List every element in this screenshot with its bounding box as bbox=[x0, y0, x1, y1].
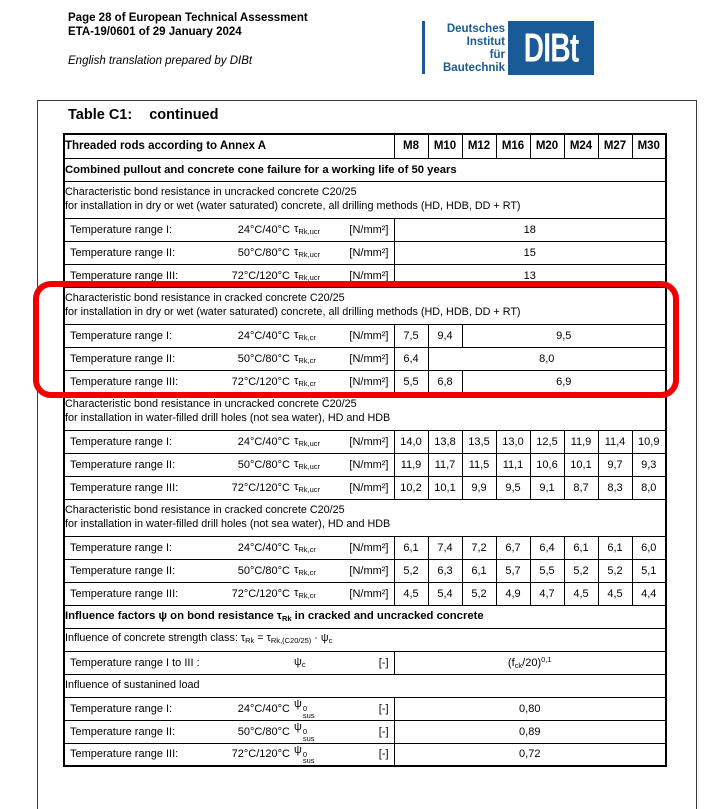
value-cell: 0,89 bbox=[394, 720, 666, 743]
section-combined-pullout bbox=[64, 158, 666, 181]
value-cell: 9,5 bbox=[496, 476, 530, 499]
desc-cracked-waterfilled bbox=[64, 499, 666, 536]
row-psi-sus-temp-1 bbox=[64, 697, 666, 720]
row-unit: [N/mm²] bbox=[349, 564, 389, 577]
row-psi-sus-temp-3 bbox=[64, 743, 666, 766]
row-cr-wet-temp-2-label bbox=[64, 559, 394, 582]
value-cell: 6,1 bbox=[598, 536, 632, 559]
desc-concrete-strength-cell: Influence of concrete strength class: $\tau_{Rk} = \tau_{Rk,(C20/25)} \cdot \psi_c$ bbox=[64, 628, 666, 651]
desc-line: Characteristic bond resistance in uncracked concrete C20/25 bbox=[65, 186, 357, 198]
row-temp-range: 50°C/80°C bbox=[237, 246, 290, 259]
value-cell: 10,1 bbox=[428, 476, 462, 499]
value-cell: 5,1 bbox=[632, 559, 666, 582]
value-cell: 8,7 bbox=[564, 476, 598, 499]
row-unit: [N/mm²] bbox=[349, 481, 389, 494]
value-cell: 6,1 bbox=[564, 536, 598, 559]
value-cell: 5,2 bbox=[462, 582, 496, 605]
row-cr-dry-temp-2-label bbox=[64, 347, 394, 370]
row-cr-wet-temp-1 bbox=[64, 536, 666, 559]
value-cell: 9,3 bbox=[632, 453, 666, 476]
row-unit: [-] bbox=[378, 725, 389, 738]
row-label: Temperature range II: bbox=[70, 458, 176, 471]
row-label: Temperature range II: bbox=[70, 725, 176, 738]
row-psi-sus-temp-3-label bbox=[64, 743, 394, 766]
row-ucr-wet-temp-2-label bbox=[64, 453, 394, 476]
row-symbol: $\tau_{Rk,cr}$ bbox=[294, 329, 316, 342]
value-cell: 6,1 bbox=[394, 536, 428, 559]
value-cell: 9,9 bbox=[462, 476, 496, 499]
value-cell: 11,4 bbox=[598, 430, 632, 453]
row-temp-range: 72°C/120°C bbox=[231, 481, 290, 494]
desc-line: for installation in dry or wet (water saturated) concrete, all drilling methods (HD, HDB, DD + RT) bbox=[65, 199, 521, 212]
section-influence-factors bbox=[64, 605, 666, 628]
row-unit: [N/mm²] bbox=[349, 223, 389, 236]
col-header-M30: M30 bbox=[632, 134, 666, 158]
col-header-M20: M20 bbox=[530, 134, 564, 158]
row-label: Temperature range I to III : bbox=[70, 656, 200, 669]
logo-institute-line-3: für bbox=[489, 49, 505, 61]
row-symbol: $\tau_{Rk,ucr}$ bbox=[294, 481, 321, 494]
value-cell: 8,3 bbox=[598, 476, 632, 499]
value-cell: 11,9 bbox=[564, 430, 598, 453]
section-influence-factors-cell: Influence factors ψ on bond resistance $\tau_{Rk}$ in cracked and uncracked concrete bbox=[64, 605, 666, 628]
desc-uncracked-waterfilled bbox=[64, 393, 666, 430]
row-label: Temperature range III: bbox=[70, 269, 179, 282]
row-ucr-wet-temp-2 bbox=[64, 453, 666, 476]
section-combined-pullout-cell: Combined pullout and concrete cone failure for a working life of 50 years bbox=[64, 158, 666, 181]
col-header-M8: M8 bbox=[394, 134, 428, 158]
table-title-suffix: continued bbox=[149, 107, 219, 123]
row-cr-wet-temp-3-label bbox=[64, 582, 394, 605]
value-cell: 4,5 bbox=[394, 582, 428, 605]
row-symbol: $\tau_{Rk,ucr}$ bbox=[294, 435, 321, 448]
table-body bbox=[64, 134, 666, 766]
row-symbol: ψ 0 sus bbox=[294, 743, 315, 766]
row-psi-sus-temp-2 bbox=[64, 720, 666, 743]
desc-cracked-dry-wet bbox=[64, 287, 666, 324]
row-symbol: $\psi_c$ bbox=[294, 656, 306, 669]
row-symbol: $\tau_{Rk,ucr}$ bbox=[294, 246, 321, 259]
value-cell: 10,9 bbox=[632, 430, 666, 453]
row-symbol: $\tau_{Rk,cr}$ bbox=[294, 375, 316, 388]
row-temp-range: 72°C/120°C bbox=[231, 375, 290, 388]
row-unit: [N/mm²] bbox=[349, 587, 389, 600]
row-temp-range: 72°C/120°C bbox=[231, 269, 290, 282]
row-cr-dry-temp-2 bbox=[64, 347, 666, 370]
desc-sustained-load bbox=[64, 674, 666, 697]
row-temp-range: 50°C/80°C bbox=[237, 352, 290, 365]
row-temp-range: 24°C/40°C bbox=[237, 223, 290, 236]
desc-uncracked-dry-wet-cell bbox=[64, 181, 666, 218]
row-cr-wet-temp-2 bbox=[64, 559, 666, 582]
value-cell: 6,4 bbox=[530, 536, 564, 559]
value-cell: 5,7 bbox=[496, 559, 530, 582]
value-cell: 7,4 bbox=[428, 536, 462, 559]
value-cell: 13,0 bbox=[496, 430, 530, 453]
row-ucr-dry-temp-1 bbox=[64, 218, 666, 241]
value-cell: 10,6 bbox=[530, 453, 564, 476]
value-cell: 0,72 bbox=[394, 743, 666, 766]
row-ucr-wet-temp-3 bbox=[64, 476, 666, 499]
row-cr-dry-temp-1 bbox=[64, 324, 666, 347]
page-header-line1: Page 28 of European Technical Assessment bbox=[68, 12, 308, 24]
row-label: Temperature range I: bbox=[70, 541, 173, 554]
value-cell: 6,9 bbox=[462, 370, 666, 393]
desc-line: for installation in water-filled drill holes (not sea water), HD and HDB bbox=[65, 411, 391, 424]
row-unit: [N/mm²] bbox=[349, 269, 389, 282]
value-cell: 4,7 bbox=[530, 582, 564, 605]
value-cell: 4,9 bbox=[496, 582, 530, 605]
row-label: Temperature range II: bbox=[70, 352, 176, 365]
row-label: Temperature range II: bbox=[70, 564, 176, 577]
row-psi-c-label bbox=[64, 651, 394, 674]
value-cell: 9,4 bbox=[428, 324, 462, 347]
value-cell: 4,4 bbox=[632, 582, 666, 605]
page-header bbox=[68, 11, 308, 39]
row-ucr-dry-temp-2-label bbox=[64, 241, 394, 264]
row-ucr-dry-temp-3 bbox=[64, 264, 666, 287]
row-label: Temperature range I: bbox=[70, 329, 173, 342]
row-psi-sus-temp-2-label bbox=[64, 720, 394, 743]
row-symbol: $\tau_{Rk,cr}$ bbox=[294, 541, 316, 554]
value-cell: 15 bbox=[394, 241, 666, 264]
row-label: Temperature range III: bbox=[70, 375, 179, 388]
row-ucr-dry-temp-3-label bbox=[64, 264, 394, 287]
table-c1 bbox=[63, 133, 667, 767]
value-cell: 8,0 bbox=[632, 476, 666, 499]
value-cell: 11,1 bbox=[496, 453, 530, 476]
row-symbol: $\tau_{Rk,ucr}$ bbox=[294, 269, 321, 282]
col-header-M27: M27 bbox=[598, 134, 632, 158]
value-cell: 5,5 bbox=[394, 370, 428, 393]
value-cell: 5,4 bbox=[428, 582, 462, 605]
row-symbol: $\tau_{Rk,cr}$ bbox=[294, 564, 316, 577]
value-cell: 6,3 bbox=[428, 559, 462, 582]
row-label: Temperature range III: bbox=[70, 481, 179, 494]
row-unit: [-] bbox=[378, 748, 389, 761]
col-header-M24: M24 bbox=[564, 134, 598, 158]
row-unit: [N/mm²] bbox=[349, 458, 389, 471]
row-psi-sus-temp-1-label bbox=[64, 697, 394, 720]
row-temp-range: 72°C/120°C bbox=[231, 587, 290, 600]
value-cell: 6,8 bbox=[428, 370, 462, 393]
row-unit: [N/mm²] bbox=[349, 352, 389, 365]
value-cell: 7,2 bbox=[462, 536, 496, 559]
logo-institute-line-4: Bautechnik bbox=[443, 62, 505, 74]
col-header-M16: M16 bbox=[496, 134, 530, 158]
row-symbol: ψ 0 sus bbox=[294, 698, 315, 720]
row-label: Temperature range II: bbox=[70, 246, 176, 259]
row-unit: [N/mm²] bbox=[349, 329, 389, 342]
value-cell: 13,8 bbox=[428, 430, 462, 453]
dibt-logo-acronym: DIBt bbox=[523, 25, 579, 70]
row-label: Temperature range I: bbox=[70, 223, 173, 236]
row-temp-range: 50°C/80°C bbox=[237, 458, 290, 471]
value-cell: 6,4 bbox=[394, 347, 428, 370]
row-symbol: ψ 0 sus bbox=[294, 721, 315, 743]
row-temp-range: 24°C/40°C bbox=[237, 329, 290, 342]
row-symbol: $\tau_{Rk,ucr}$ bbox=[294, 223, 321, 236]
row-label: Temperature range I: bbox=[70, 435, 173, 448]
table-header-row bbox=[64, 134, 666, 158]
row-ucr-dry-temp-2 bbox=[64, 241, 666, 264]
row-ucr-wet-temp-3-label bbox=[64, 476, 394, 499]
logo-institute-name bbox=[415, 23, 505, 75]
value-cell: 6,1 bbox=[462, 559, 496, 582]
desc-uncracked-waterfilled-cell bbox=[64, 393, 666, 430]
row-symbol: $\tau_{Rk,ucr}$ bbox=[294, 458, 321, 471]
value-cell: 10,2 bbox=[394, 476, 428, 499]
translation-note: English translation prepared by DIBt bbox=[68, 55, 253, 67]
value-cell: 0,80 bbox=[394, 697, 666, 720]
table-header-label: Threaded rods according to Annex A bbox=[64, 134, 394, 158]
value-cell: 13,5 bbox=[462, 430, 496, 453]
row-cr-dry-temp-3 bbox=[64, 370, 666, 393]
row-unit: [N/mm²] bbox=[349, 541, 389, 554]
row-unit: [N/mm²] bbox=[349, 246, 389, 259]
value-cell: 5,2 bbox=[598, 559, 632, 582]
desc-line: Characteristic bond resistance in uncracked concrete C20/25 bbox=[65, 398, 357, 410]
value-cell: 5,2 bbox=[564, 559, 598, 582]
value-cell: 4,5 bbox=[564, 582, 598, 605]
value-cell: 14,0 bbox=[394, 430, 428, 453]
value-cell: 11,9 bbox=[394, 453, 428, 476]
desc-cracked-waterfilled-cell bbox=[64, 499, 666, 536]
desc-cracked-dry-wet-cell bbox=[64, 287, 666, 324]
row-ucr-wet-temp-1-label bbox=[64, 430, 394, 453]
row-ucr-wet-temp-1 bbox=[64, 430, 666, 453]
value-cell: 11,7 bbox=[428, 453, 462, 476]
desc-line: Characteristic bond resistance in cracked concrete C20/25 bbox=[65, 504, 345, 516]
row-cr-dry-temp-3-label bbox=[64, 370, 394, 393]
logo-institute-line-2: Institut bbox=[466, 36, 505, 48]
row-label: Temperature range III: bbox=[70, 748, 179, 761]
value-cell: 12,5 bbox=[530, 430, 564, 453]
value-cell: 6,0 bbox=[632, 536, 666, 559]
value-cell: 18 bbox=[394, 218, 666, 241]
desc-line: for installation in water-filled drill holes (not sea water), HD and HDB bbox=[65, 517, 391, 530]
dibt-logo bbox=[508, 21, 594, 75]
value-cell: 5,5 bbox=[530, 559, 564, 582]
row-ucr-dry-temp-1-label bbox=[64, 218, 394, 241]
value-cell: 13 bbox=[394, 264, 666, 287]
value-cell: 8,0 bbox=[428, 347, 666, 370]
row-temp-range: 72°C/120°C bbox=[231, 748, 290, 761]
table-title bbox=[68, 107, 218, 123]
value-cell: 9,7 bbox=[598, 453, 632, 476]
row-cr-wet-temp-1-label bbox=[64, 536, 394, 559]
row-temp-range: 24°C/40°C bbox=[237, 702, 290, 715]
value-cell: 4,5 bbox=[598, 582, 632, 605]
row-temp-range: 24°C/40°C bbox=[237, 435, 290, 448]
row-label: Temperature range III: bbox=[70, 587, 179, 600]
row-temp-range: 50°C/80°C bbox=[237, 564, 290, 577]
value-cell: 6,7 bbox=[496, 536, 530, 559]
desc-concrete-strength bbox=[64, 628, 666, 651]
table-title-label: Table C1: bbox=[68, 107, 133, 123]
value-cell: $(f_{ck}/20)^{0,1}$ bbox=[394, 651, 666, 674]
row-unit: [N/mm²] bbox=[349, 375, 389, 388]
desc-line: Characteristic bond resistance in cracked concrete C20/25 bbox=[65, 292, 345, 304]
col-header-M12: M12 bbox=[462, 134, 496, 158]
row-unit: [-] bbox=[378, 656, 389, 669]
logo-institute-line-1: Deutsches bbox=[446, 23, 505, 35]
row-unit: [-] bbox=[378, 702, 389, 715]
row-symbol: $\tau_{Rk,cr}$ bbox=[294, 587, 316, 600]
row-temp-range: 24°C/40°C bbox=[237, 541, 290, 554]
desc-line: for installation in dry or wet (water saturated) concrete, all drilling methods (HD, HDB, DD + RT) bbox=[65, 305, 521, 318]
value-cell: 11,5 bbox=[462, 453, 496, 476]
row-temp-range: 50°C/80°C bbox=[237, 725, 290, 738]
row-cr-wet-temp-3 bbox=[64, 582, 666, 605]
row-symbol: $\tau_{Rk,cr}$ bbox=[294, 352, 316, 365]
page-header-line2: ETA-19/0601 of 29 January 2024 bbox=[68, 26, 242, 38]
desc-uncracked-dry-wet bbox=[64, 181, 666, 218]
value-cell: 10,1 bbox=[564, 453, 598, 476]
row-label: Temperature range I: bbox=[70, 702, 173, 715]
value-cell: 5,2 bbox=[394, 559, 428, 582]
value-cell: 9,5 bbox=[462, 324, 666, 347]
row-unit: [N/mm²] bbox=[349, 435, 389, 448]
col-header-M10: M10 bbox=[428, 134, 462, 158]
value-cell: 7,5 bbox=[394, 324, 428, 347]
value-cell: 9,1 bbox=[530, 476, 564, 499]
desc-sustained-load-cell: Influence of sustanined load bbox=[64, 674, 666, 697]
row-cr-dry-temp-1-label bbox=[64, 324, 394, 347]
row-psi-c bbox=[64, 651, 666, 674]
